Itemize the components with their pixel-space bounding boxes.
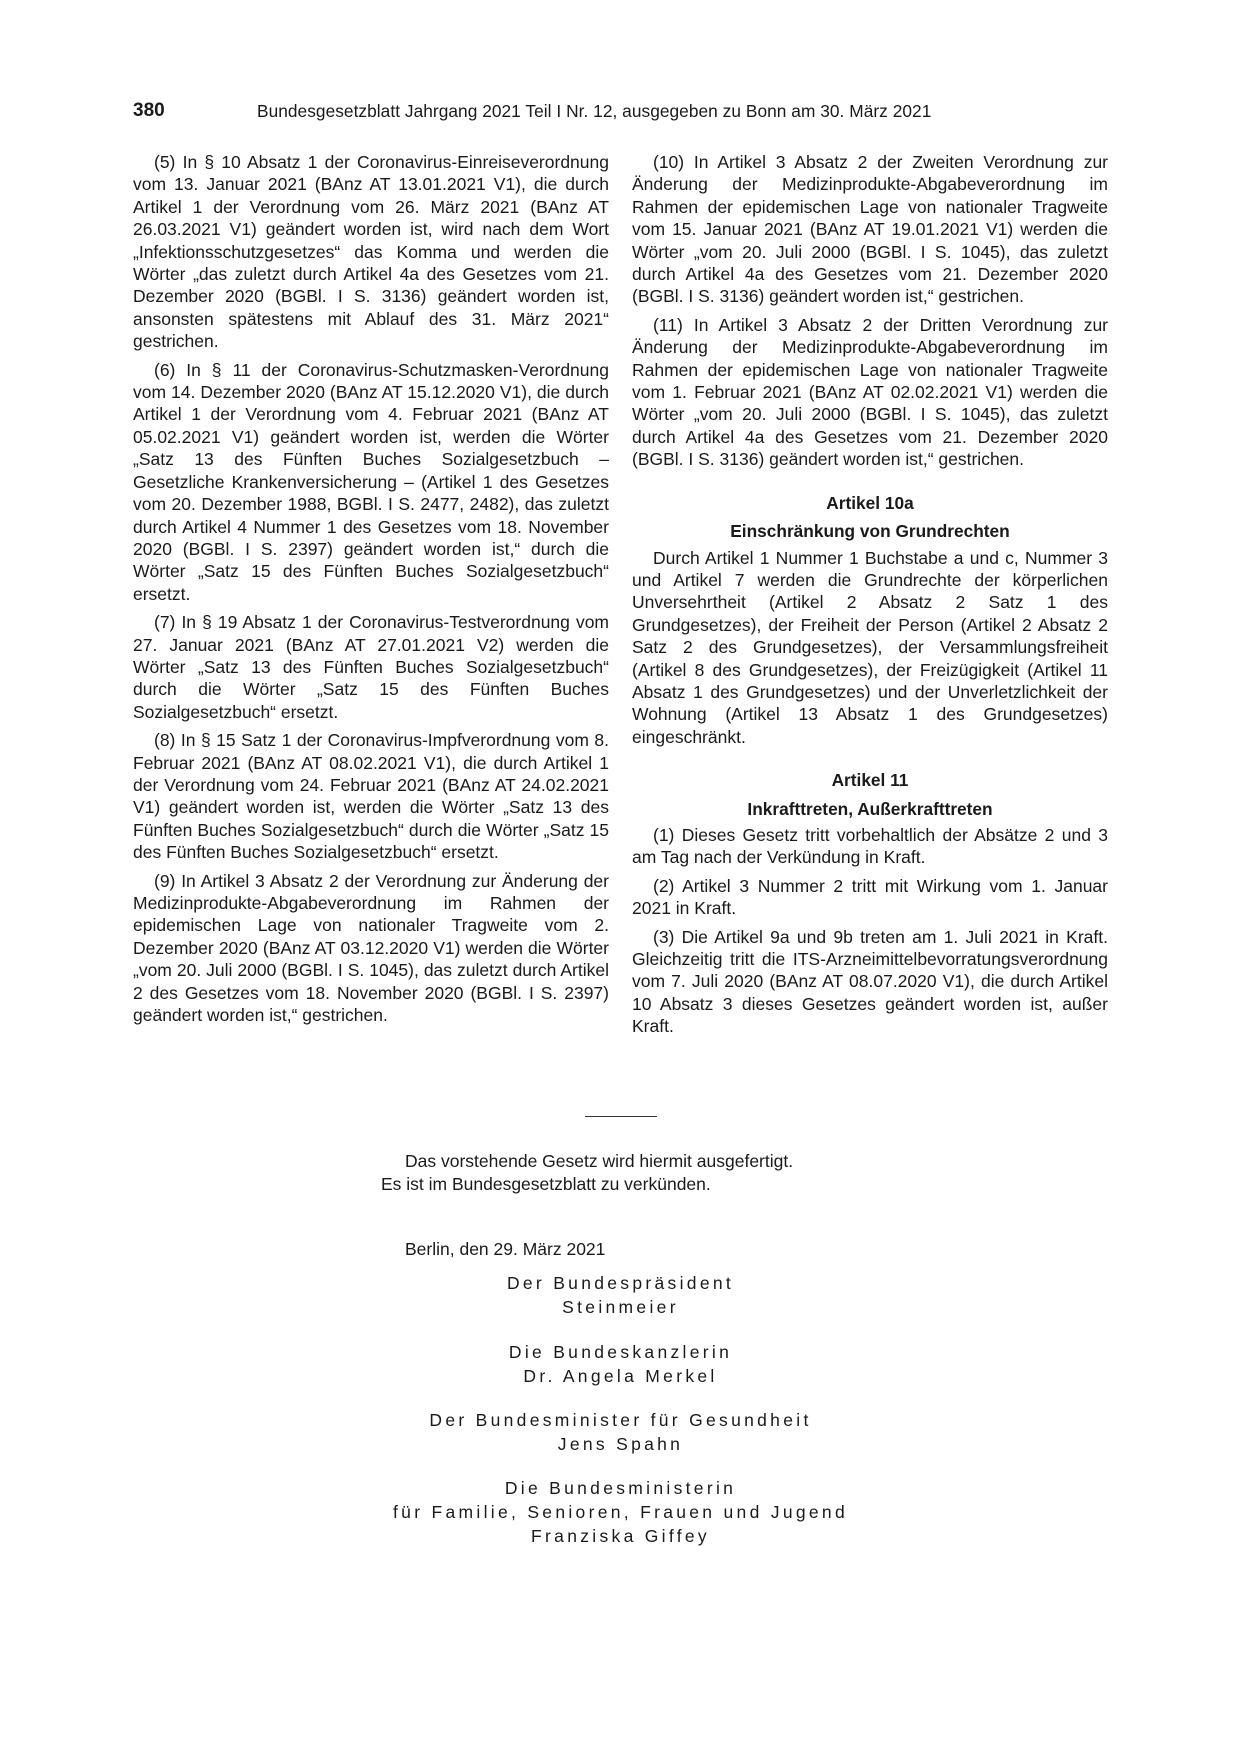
place-and-date: Berlin, den 29. März 2021 xyxy=(405,1239,606,1259)
signature-role: Die Bundeskanzlerin xyxy=(508,1342,733,1362)
promulgation-line-2: Es ist im Bundesgesetzblatt zu verkünden. xyxy=(381,1174,711,1194)
article-11-paragraph-1: (1) Dieses Gesetz tritt vorbehaltlich der Absätze 2 und 3 am Tag nach der Verkündung in Kraft. xyxy=(632,824,1108,868)
signature-name: Dr. Angela Merkel xyxy=(523,1366,718,1386)
signature-name: Jens Spahn xyxy=(557,1434,684,1454)
article-10a-text: Durch Artikel 1 Nummer 1 Buchstabe a und c, Nummer 3 und Artikel 7 werden die Grundrechte der körperlichen Unversehrtheit (Artikel 2 Absatz 2 Satz 1 des Grundgesetzes), der Freiheit der Person (Artikel 2 Absatz 2 Satz 2 des Grundgesetzes), der Versammlungsfreiheit (Artikel 8 des Grundgesetzes), der Freizügigkeit (Artikel 11 Absatz 1 des Grundgesetzes) und der Unverletzlichkeit der Wohnung (Artikel 13 Absatz 1 des Grundgesetzes) eingeschränkt. xyxy=(632,547,1108,747)
page-number: 380 xyxy=(133,100,165,121)
signature-block-health-minister xyxy=(0,1408,1241,1456)
paragraph-8: (8) In § 15 Satz 1 der Coronavirus-Impfverordnung vom 8. Februar 2021 (BAnz AT 08.02.2021 V1), die durch Artikel 1 der Verordnung vom 24. Februar 2021 (BAnz AT 24.02.2021 V1) geändert worden ist, werden die Wörter „Satz 13 des Fünften Buches Sozialgesetzbuch“ durch die Wörter „Satz 15 des Fünften Buches Sozialgesetzbuch“ ersetzt. xyxy=(133,730,609,863)
running-header: Bundesgesetzblatt Jahrgang 2021 Teil I Nr. 12, ausgegeben zu Bonn am 30. März 2021 xyxy=(257,101,932,121)
signature-role: Der Bundesminister für Gesundheit xyxy=(429,1410,812,1430)
paragraph-9: (9) In Artikel 3 Absatz 2 der Verordnung zur Änderung der Medizinprodukte-Abgabeverordnung im Rahmen der epidemischen Lage von nationaler Tragweite vom 2. Dezember 2020 (BAnz AT 03.12.2020 V1) werden die Wörter „vom 20. Juli 2000 (BGBl. I S. 1045), das zuletzt durch Artikel 2 des Gesetzes vom 18. November 2020 (BGBl. I S. 2397) geändert worden ist,“ gestrichen. xyxy=(133,870,609,1026)
left-column xyxy=(133,151,609,1032)
signature-block-chancellor xyxy=(0,1340,1241,1388)
signature-block-family-minister xyxy=(0,1476,1241,1548)
paragraph-7: (7) In § 19 Absatz 1 der Coronavirus-Testverordnung vom 27. Januar 2021 (BAnz AT 27.01.2021 V2) werden die Wörter „Satz 13 des Fünften Buches Sozialgesetzbuch“ durch die Wörter „Satz 15 des Fünften Buches Sozialgesetzbuch“ ersetzt. xyxy=(133,612,609,722)
article-10a-title: Einschränkung von Grundrechten xyxy=(730,521,1010,542)
signature-block-president xyxy=(0,1271,1241,1319)
article-11-paragraph-2: (2) Artikel 3 Nummer 2 tritt mit Wirkung vom 1. Januar 2021 in Kraft. xyxy=(632,875,1108,919)
signature-name: Franziska Giffey xyxy=(531,1526,710,1546)
signature-role: Die Bundesministerin xyxy=(504,1478,737,1498)
article-11-title: Inkrafttreten, Außerkrafttreten xyxy=(747,798,993,819)
signature-role-line-2: für Familie, Senioren, Frauen und Jugend xyxy=(393,1502,848,1522)
signature-name: Steinmeier xyxy=(562,1297,679,1317)
separator-rule xyxy=(585,1116,657,1117)
right-column xyxy=(632,151,1108,1044)
article-11-heading: Artikel 11 xyxy=(831,770,909,791)
signature-role: Der Bundespräsident xyxy=(506,1273,735,1293)
article-10a-heading: Artikel 10a xyxy=(826,492,914,513)
article-11-paragraph-3: (3) Die Artikel 9a und 9b treten am 1. Juli 2021 in Kraft. Gleichzeitig tritt die ITS-Arzneimittelbevorratungsverordnung vom 7. Juli 2020 (BAnz AT 08.07.2020 V1), die durch Artikel 10 Absatz 3 dieses Gesetzes geändert worden ist, außer Kraft. xyxy=(632,926,1108,1037)
paragraph-6: (6) In § 11 der Coronavirus-Schutzmasken-Verordnung vom 14. Dezember 2020 (BAnz AT 15.12.2020 V1), die durch Artikel 1 der Verordnung vom 4. Februar 2021 (BAnz AT 05.02.2021 V1) geändert worden ist, werden die Wörter „Satz 13 des Fünften Buches Sozialgesetzbuch – Gesetzliche Krankenversicherung – (Artikel 1 des Gesetzes vom 20. Dezember 1988, BGBl. I S. 2477, 2482), das zuletzt durch Artikel 4 Nummer 1 des Gesetzes vom 18. November 2020 (BGBl. I S. 2397) geändert worden ist,“ durch die Wörter „Satz 15 des Fünften Buches Sozialgesetzbuch“ ersetzt. xyxy=(133,359,609,604)
paragraph-10: (10) In Artikel 3 Absatz 2 der Zweiten Verordnung zur Änderung der Medizinprodukte-Abgabeverordnung im Rahmen der epidemischen Lage von nationaler Tragweite vom 15. Januar 2021 (BAnz AT 19.01.2021 V1) werden die Wörter „vom 20. Juli 2000 (BGBl. I S. 1045), das zuletzt durch Artikel 4a des Gesetzes vom 21. Dezember 2020 (BGBl. I S. 3136) geändert worden ist,“ gestrichen. xyxy=(632,152,1108,307)
paragraph-5: (5) In § 10 Absatz 1 der Coronavirus-Einreiseverordnung vom 13. Januar 2021 (BAnz AT 13.01.2021 V1), die durch Artikel 1 der Verordnung vom 26. März 2021 (BAnz AT 26.03.2021 V1) geändert worden ist, wird nach dem Wort „Infektionsschutzgesetzes“ das Komma und werden die Wörter „das zuletzt durch Artikel 4a des Gesetzes vom 21. Dezember 2020 (BGBl. I S. 3136) geändert worden ist, ansonsten spätestens mit Ablauf des 31. März 2021“ gestrichen. xyxy=(133,152,609,352)
paragraph-11: (11) In Artikel 3 Absatz 2 der Dritten Verordnung zur Änderung der Medizinprodukte-Abgabeverordnung im Rahmen der epidemischen Lage von nationaler Tragweite vom 1. Februar 2021 (BAnz AT 02.02.2021 V1) werden die Wörter „vom 20. Juli 2000 (BGBl. I S. 1045), das zuletzt durch Artikel 4a des Gesetzes vom 21. Dezember 2020 (BGBl. I S. 3136) geändert worden ist,“ gestrichen. xyxy=(632,314,1108,470)
promulgation-line-1: Das vorstehende Gesetz wird hiermit ausgefertigt. xyxy=(405,1151,794,1171)
